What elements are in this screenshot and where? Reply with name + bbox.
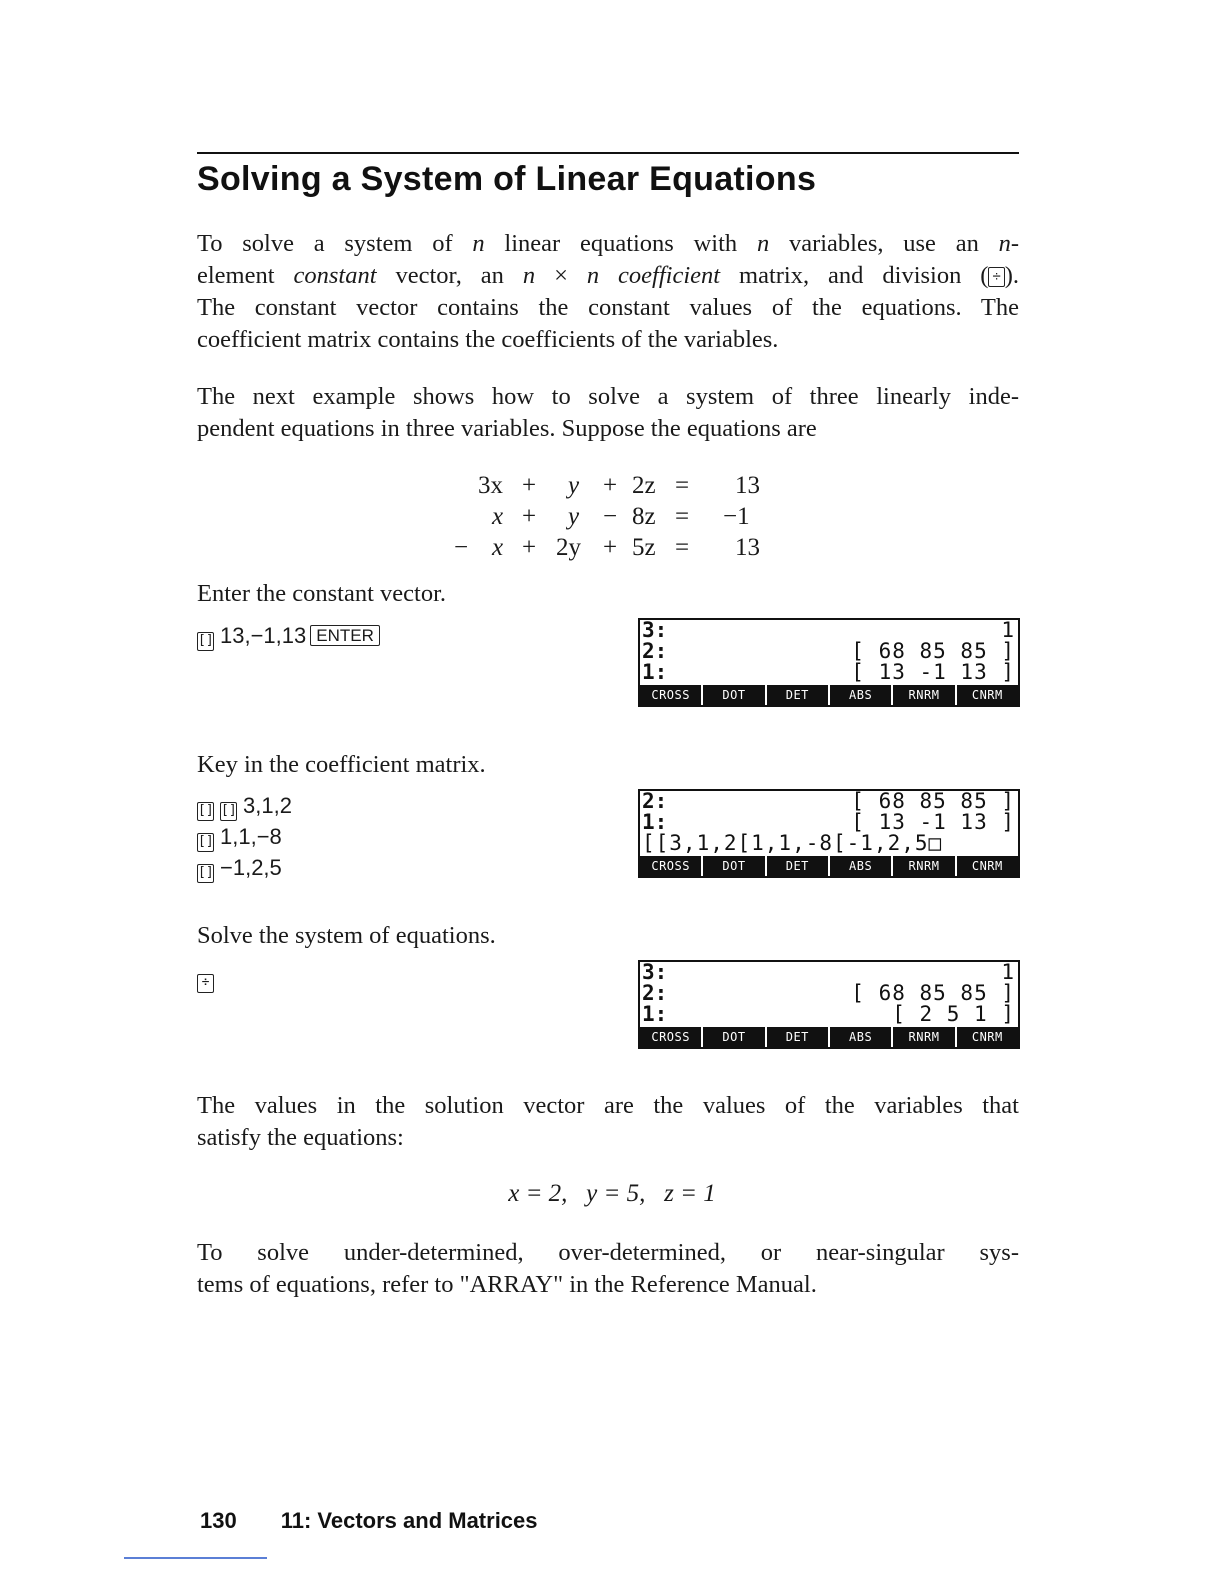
- intro-line-1: To solve a system of n linear equations with n variables, use an n-: [197, 230, 1020, 257]
- equation-row-3: − x + 2y + 5z = 13: [454, 534, 760, 561]
- bracket-key-icon: []: [197, 833, 214, 852]
- intro-line-3: The constant vector contains the constant values of the equations. The: [197, 294, 1019, 321]
- softkey-abs: ABS: [830, 685, 893, 705]
- solution-line-1: The values in the solution vector are the values of the variables that: [197, 1092, 1019, 1119]
- step3-keystrokes: [197, 962, 220, 993]
- softkey-cross: CROSS: [640, 1027, 703, 1047]
- bracket-key-icon: []: [220, 802, 237, 821]
- softkey-det: DET: [767, 1027, 830, 1047]
- enter-key-icon: ENTER: [310, 625, 380, 646]
- page-title: Solving a System of Linear Equations: [197, 160, 817, 198]
- chapter-title: 11: Vectors and Matrices: [280, 1508, 538, 1533]
- softkey-det: DET: [767, 685, 830, 705]
- closing-line-1: To solve under-determined, over-determined, or near-singular sys-: [197, 1239, 1019, 1266]
- softkey-cnrm: CNRM: [971, 1030, 1003, 1044]
- divide-key-icon: ÷: [988, 267, 1004, 287]
- stack-line: 2: [ 68 85 85 ]: [642, 789, 1015, 813]
- softkey-cnrm: CNRM: [971, 688, 1003, 702]
- softkey-dot: DOT: [703, 685, 766, 705]
- equation-system: [440, 470, 780, 563]
- solution-equation: x = 2, y = 5, z = 1: [508, 1180, 716, 1207]
- softkey-cnrm: CNRM: [971, 859, 1003, 873]
- softkey-menu: [640, 856, 1018, 876]
- intro-line-2: element constant vector, an n × n coefficient matrix, and division ( ÷ ).: [197, 262, 1019, 289]
- example-line-2: pendent equations in three variables. Suppose the equations are: [197, 415, 817, 442]
- step3-label: Solve the system of equations.: [197, 922, 496, 949]
- calculator-screen-3: [638, 960, 1020, 1049]
- stack-line: 1: [ 13 -1 13 ]: [642, 660, 1015, 684]
- stack-line: 2: [ 68 85 85 ]: [642, 981, 1015, 1005]
- step2-label: Key in the coefficient matrix.: [197, 751, 486, 778]
- softkey-menu: [640, 1027, 1018, 1047]
- softkey-rnrm: RNRM: [893, 685, 956, 705]
- stack-line: 3: 1: [642, 618, 1015, 642]
- page-footer: [200, 1508, 538, 1534]
- command-line: [[3,1,2[1,1,-8[-1,2,5□: [642, 831, 943, 855]
- equation-row-1: 3x + y + 2z = 13: [478, 472, 760, 499]
- softkey-rnrm: RNRM: [893, 856, 956, 876]
- example-paragraph: [197, 381, 1019, 445]
- step1-keystrokes: [] 13,−1,13 ENTER: [197, 620, 380, 651]
- example-line-1: The next example shows how to solve a system of three linearly inde-: [197, 383, 1019, 410]
- step2-keystrokes: [] [] 3,1,2 [] 1,1,−8 [] −1,2,5: [197, 790, 292, 883]
- softkey-dot: DOT: [703, 1027, 766, 1047]
- softkey-rnrm: RNRM: [893, 1027, 956, 1047]
- stack-line: 1: [ 13 -1 13 ]: [642, 810, 1015, 834]
- stack-line: 1: [ 2 5 1 ]: [642, 1002, 1015, 1026]
- closing-paragraph: [197, 1237, 1019, 1301]
- softkey-cross: CROSS: [640, 856, 703, 876]
- heading-rule: [197, 152, 1019, 154]
- calculator-screen-1: [638, 618, 1020, 707]
- softkey-det: DET: [767, 856, 830, 876]
- solution-line-2: satisfy the equations:: [197, 1124, 404, 1151]
- stack-line: 3: 1: [642, 960, 1015, 984]
- intro-paragraph: [197, 228, 1019, 356]
- step1-label: Enter the constant vector.: [197, 580, 446, 607]
- softkey-abs: ABS: [830, 856, 893, 876]
- softkey-menu: [640, 685, 1018, 705]
- page-number: 130: [200, 1508, 237, 1533]
- calculator-screen-2: [638, 789, 1020, 878]
- bracket-key-icon: []: [197, 802, 214, 821]
- equation-row-2: x + y − 8z = −1: [492, 503, 750, 530]
- intro-line-4: coefficient matrix contains the coefficients of the variables.: [197, 326, 779, 353]
- bracket-key-icon: []: [197, 864, 214, 883]
- closing-line-2: tems of equations, refer to "ARRAY" in the Reference Manual.: [197, 1271, 817, 1298]
- bracket-key-icon: []: [197, 632, 214, 651]
- stack-line: 2: [ 68 85 85 ]: [642, 639, 1015, 663]
- divide-key-icon: ÷: [197, 974, 214, 993]
- footer-divider: [124, 1557, 267, 1559]
- solution-paragraph: [197, 1090, 1019, 1154]
- softkey-abs: ABS: [830, 1027, 893, 1047]
- softkey-dot: DOT: [703, 856, 766, 876]
- softkey-cross: CROSS: [640, 685, 703, 705]
